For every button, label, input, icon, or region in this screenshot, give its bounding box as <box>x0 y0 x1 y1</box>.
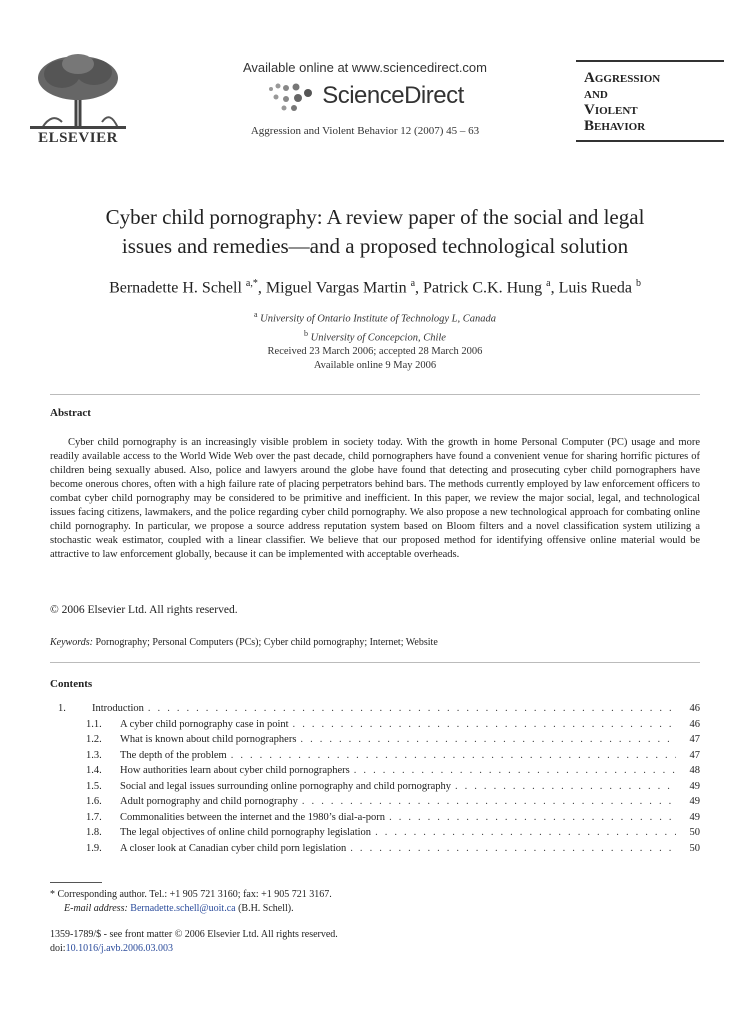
journal-reference: Aggression and Violent Behavior 12 (2007) 45 – 63 <box>250 125 480 137</box>
journal-name-line: and <box>584 86 608 102</box>
toc-entry[interactable]: 1.8. The legal objectives of online child pornography legislation . . . 50 <box>50 827 700 843</box>
author-name: Patrick C.K. Hung <box>423 279 543 297</box>
sciencedirect-logo <box>200 81 530 111</box>
keywords-label: Keywords: <box>50 637 93 648</box>
journal-name-line: Behavior <box>584 118 646 134</box>
toc-entry[interactable]: 1. Introduction . . . 46 <box>50 703 700 719</box>
keywords-list: Pornography; Personal Computers (PCs); Cyber child pornography; Internet; Website <box>95 637 438 648</box>
affiliations <box>40 308 710 345</box>
sciencedirect-dots-icon <box>266 81 316 111</box>
author-affil-mark: a <box>546 278 551 289</box>
footnote-rule <box>50 882 102 883</box>
journal-name-line: Violent <box>584 102 638 118</box>
available-date: Available online 9 May 2006 <box>313 360 437 371</box>
abstract-copyright: © 2006 Elsevier Ltd. All rights reserved. <box>50 604 238 616</box>
sciencedirect-header <box>200 60 530 137</box>
toc-entry[interactable]: 1.6. Adult pornography and child pornography . . . 49 <box>50 796 700 812</box>
front-matter <box>50 928 700 956</box>
author-affil-mark: a,* <box>245 278 258 289</box>
divider <box>50 662 700 663</box>
keywords <box>50 637 700 648</box>
author-name: Luis Rueda <box>558 279 632 297</box>
author-list: Bernadette H. Schell $^{a,*}$, Miguel Vargas Martin $^a$, Patrick C.K. Hung $^a$, Luis Rueda $^b$ <box>109 278 641 297</box>
email-suffix: (B.H. Schell). <box>238 903 294 914</box>
sciencedirect-wordmark: ScienceDirect <box>322 82 464 109</box>
author-affil-mark: b <box>635 278 641 289</box>
doi-label: doi: <box>50 943 66 954</box>
available-online-text: Available online at www.sciencedirect.com <box>243 60 487 75</box>
publisher-name: ELSEVIER <box>38 130 118 146</box>
journal-name-line: Aggression <box>584 70 661 86</box>
author-name: Bernadette H. Schell <box>109 279 242 297</box>
email-link[interactable]: Bernadette.schell@uoit.ca <box>130 903 236 914</box>
toc-entry[interactable]: 1.4. How authorities learn about cyber child pornographers . . . 48 <box>50 765 700 781</box>
abstract-body <box>50 436 700 562</box>
doi-line <box>50 942 700 956</box>
article-dates <box>40 345 710 373</box>
corresponding-author: * Corresponding author. Tel.: +1 905 721 3160; fax: +1 905 721 3167. <box>50 889 332 900</box>
abstract-heading: Abstract <box>50 407 91 419</box>
footnote <box>50 888 700 916</box>
title-line-1: Cyber child pornography: A review paper of the social and legal <box>105 205 645 229</box>
toc-entry[interactable]: 1.1. A cyber child pornography case in point . . . 46 <box>50 719 700 735</box>
author-affil-mark: a <box>410 278 416 289</box>
author-name: Miguel Vargas Martin <box>265 279 407 297</box>
toc-entry[interactable]: 1.3. The depth of the problem . . . 47 <box>50 750 700 766</box>
toc-entry[interactable]: 1.9. A closer look at Canadian cyber child porn legislation . . . 50 <box>50 843 700 859</box>
toc-entry[interactable]: 1.5. Social and legal issues surrounding online pornography and child pornography . . . 49 <box>50 781 700 797</box>
journal-name-box <box>576 60 724 142</box>
affiliation: $^a$ University of Ontario Institute of Technology L, Canada <box>253 310 497 325</box>
table-of-contents <box>50 703 700 858</box>
abstract-paragraph: Cyber child pornography is an increasingly visible problem in society today. With the growth in home Personal Computer (PC) usage and more readily available access to the World Wide Web over the past decade, child pornographers have found a convenient venue for sharing horrific pictures of children being sexually abused. Also, police and lawyers around the globe have found that detecting and prosecuting cyber child pornographers have become onerous chores, often with a high failure rate of placing perpetrators behind bars. The methods currently employed by law enforcement officers to combat cyber child pornography may be considered to be primitive and inefficient. In this paper, we review the major social, legal, and technological issues facing citizens, lawmakers, and the police regarding cyber child pornography. We also propose a new technological approach for combating online child pornography. In particular, we propose a source address reputation system based on Bloom filters and a novel classification system utilizing a stochastic weak estimator, coupled with a linear classifier. We believe that our proposed method for identifying offensive online material would be attractive to law enforcement globally, because it can be implemented with acceptable overheads. <box>50 437 700 560</box>
tree-icon <box>22 52 134 130</box>
toc-entry[interactable]: 1.7. Commonalities between the internet and the 1980’s dial-a-porn . . . 49 <box>50 812 700 828</box>
affiliation: $^b$ University of Concepcion, Chile <box>304 328 446 343</box>
toc-entry[interactable]: 1.2. What is known about child pornographers . . . 47 <box>50 734 700 750</box>
email-line <box>50 902 700 916</box>
divider <box>50 394 700 395</box>
article-title <box>40 203 710 261</box>
doi-link[interactable]: 10.1016/j.avb.2006.03.003 <box>65 943 174 954</box>
issn-line: 1359-1789/$ - see front matter © 2006 Elsevier Ltd. All rights reserved. <box>50 929 338 940</box>
received-date: Received 23 March 2006; accepted 28 March 2006 <box>267 346 483 357</box>
contents-heading: Contents <box>50 678 93 690</box>
title-line-2: issues and remedies—and a proposed technological solution <box>121 234 629 258</box>
email-label: E-mail address: <box>64 903 128 914</box>
